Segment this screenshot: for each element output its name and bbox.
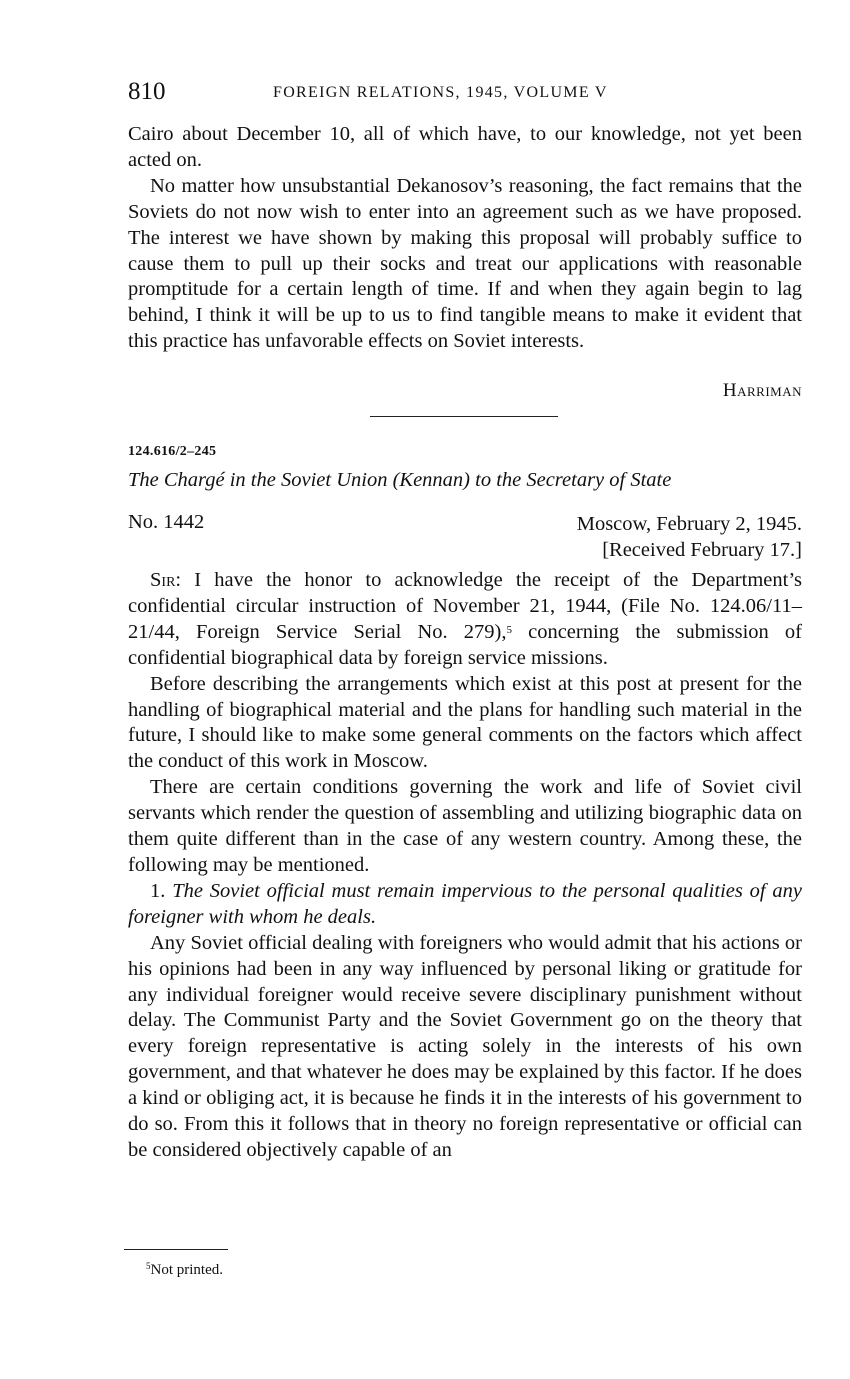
point-number: 1. <box>150 879 166 902</box>
footnote-marker: 5 <box>146 1261 151 1271</box>
running-head-title: FOREIGN RELATIONS, 1945, VOLUME V <box>273 84 608 101</box>
running-head <box>128 78 802 108</box>
salutation: Sir <box>150 569 176 591</box>
page-number: 810 <box>128 78 166 105</box>
point-heading: The Soviet official must remain impervious to the personal qualities of any foreigner with whom he deals. <box>128 879 803 928</box>
received-date: [Received February 17.] <box>602 539 802 561</box>
document-body <box>128 568 802 1164</box>
previous-document-body <box>128 122 802 355</box>
numbered-point <box>128 879 802 931</box>
paragraph: Before describing the arrangements which exist at this post at present for the handling of biographical material and the plans for handling such material in the future, I should like to make some general comments on the factors which affect the conduct of this work in Moscow. <box>128 672 802 773</box>
paragraph <box>128 568 802 672</box>
document-number: No. 1442 <box>128 511 205 533</box>
footnote <box>146 1262 223 1279</box>
paragraph: No matter how unsubstantial Dekanosov’s reasoning, the fact remains that the Soviets do not now wish to enter into an agreement such as we have proposed. The interest we have shown by making this proposal will probably suffice to cause them to pull up their socks and treat our applications with reasonable promptitude for a certain length of time. If and when they again begin to lag behind, I think it will be up to us to find tangible means to make it evident that this practice has unfavorable effects on Soviet interests. <box>128 174 802 353</box>
paragraph-text: concerning the submission of confidential biographical data by foreign service missions. <box>128 620 802 669</box>
signature: Harriman <box>722 380 802 401</box>
paragraph: There are certain conditions governing the work and life of Soviet civil servants which render the question of assembling and utilizing biographic data on them quite different than in the case of any western country. Among these, the following may be mentioned. <box>128 776 802 876</box>
paragraph: Any Soviet official dealing with foreigners who would admit that his actions or his opinions had been in any way influenced by personal liking or gratitude for any individual foreigner would receive severe disciplinary punishment without delay. The Communist Party and the Soviet Government go on the theory that every foreign representative is acting solely in the interests of his own government, and that whatever he does may be explained by this factor. If he does a kind or obliging act, it is because he finds it in the interests of his government to do so. From this it follows that in theory no foreign representative or official can be considered objectively capable of an <box>128 931 802 1161</box>
paragraph: Cairo about December 10, all of which have, to our knowledge, not yet been acted on. <box>128 123 802 171</box>
footnote-divider <box>124 1249 228 1250</box>
date: Moscow, February 2, 1945. <box>576 513 802 535</box>
dateline <box>577 511 802 563</box>
footnote-text: Not printed. <box>150 1262 223 1278</box>
document-title: The Chargé in the Soviet Union (Kennan) to the Secretary of State <box>128 469 672 491</box>
section-divider <box>370 416 558 417</box>
footnote-ref: 5 <box>506 623 512 636</box>
file-number: 124.616/2–245 <box>128 444 217 459</box>
paragraph-text: : I have the honor to acknowledge the receipt of the Department’s confidential circular instruction of November 21, 1944, (File No. 124.06/11–21/44, Foreign Service Serial No. 279), <box>128 569 802 643</box>
